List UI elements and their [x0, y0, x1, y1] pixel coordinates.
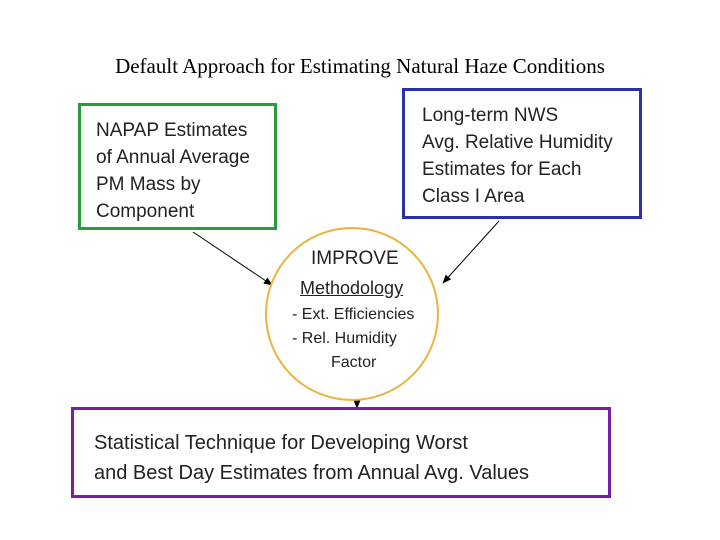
nws-line-3: Estimates for Each [422, 159, 582, 180]
nws-line-1: Long-term NWS [422, 105, 559, 126]
napap-line-3: PM Mass by [96, 174, 201, 195]
arrow-nws-to-improve [443, 221, 499, 283]
nws-box [402, 88, 642, 219]
arrow-napap-to-improve [193, 232, 272, 285]
diagram-title: Default Approach for Estimating Natural Haze Conditions [115, 54, 605, 78]
improve-item-2: - Rel. Humidity [292, 330, 397, 347]
improve-circle [265, 227, 439, 401]
improve-item-1: - Ext. Efficiencies [292, 306, 415, 323]
napap-line-4: Component [96, 201, 195, 222]
nws-line-2: Avg. Relative Humidity [422, 132, 613, 153]
nws-line-4: Class I Area [422, 186, 525, 207]
improve-subheading: Methodology [300, 278, 404, 298]
napap-box [78, 103, 277, 230]
improve-item-3: Factor [331, 354, 377, 371]
napap-line-1: NAPAP Estimates [96, 120, 248, 141]
statistical-box [71, 407, 611, 498]
statistical-line-1: Statistical Technique for Developing Worst [94, 432, 468, 454]
statistical-line-2: and Best Day Estimates from Annual Avg. Values [94, 462, 530, 484]
napap-line-2: of Annual Average [96, 147, 250, 168]
improve-heading: IMPROVE [311, 248, 399, 269]
